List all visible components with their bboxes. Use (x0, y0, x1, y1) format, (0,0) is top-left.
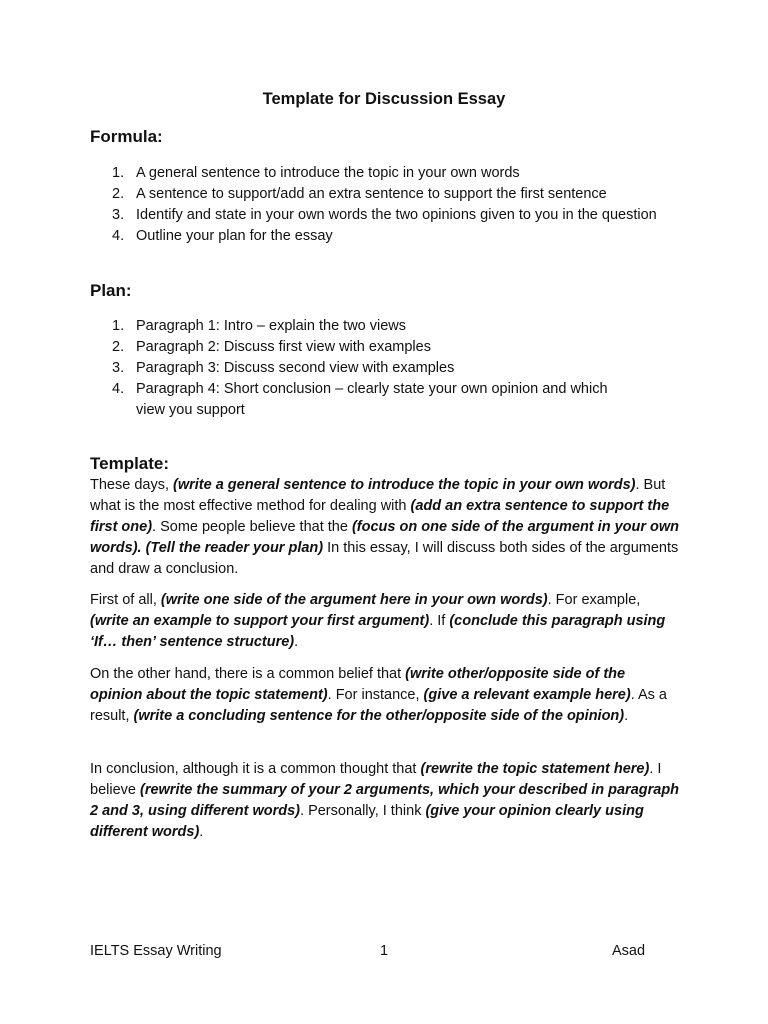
body-text: . If (429, 613, 450, 629)
template-paragraph-1 (90, 475, 680, 580)
list-item: 2. A sentence to support/add an extra sentence to support the first sentence (112, 186, 607, 202)
list-item: 3. Paragraph 3: Discuss second view with examples (112, 360, 455, 376)
plan-list (90, 316, 635, 421)
template-paragraph-3 (90, 664, 680, 727)
list-item: 2. Paragraph 2: Discuss first view with examples (112, 339, 431, 355)
footer-left-text: IELTS Essay Writing (90, 943, 222, 959)
page-number: 1 (380, 943, 389, 959)
list-item: 3. Identify and state in your own words the two opinions given to you in the question (112, 207, 657, 223)
instruction-text: (write an example to support your first argument) (90, 613, 430, 629)
body-text: . Some people believe that the (152, 519, 352, 535)
plan-heading: Plan: (90, 281, 132, 300)
instruction-text: (write a general sentence to introduce the topic in your own words) (173, 477, 636, 493)
instruction-text: (rewrite the topic statement here) (420, 761, 650, 777)
body-text: . Personally, I think (300, 803, 426, 819)
instruction-text: (write one side of the argument here in your own words) (160, 592, 548, 608)
body-text: . For example, (547, 592, 641, 608)
instruction-text: (rewrite the summary of your 2 arguments, which your described in paragraph 2 and 3, using different words) (90, 782, 680, 819)
body-text: . (294, 634, 299, 650)
instruction-text: (write other/opposite side of the opinion about the topic statement) (90, 666, 626, 703)
list-item: 1. A general sentence to introduce the topic in your own words (112, 165, 520, 181)
list-item: 1. Paragraph 1: Intro – explain the two views (112, 318, 407, 334)
body-text: In conclusion, although it is a common thought that (90, 761, 421, 777)
list-item: 4. Outline your plan for the essay (112, 228, 333, 244)
instruction-text: (give your opinion clearly using different words) (90, 803, 644, 840)
body-text: . I believe (90, 761, 662, 798)
body-text: . (624, 708, 629, 724)
instruction-text: (add an extra sentence to support the first one) (90, 498, 670, 535)
footer-right-text: Asad (612, 943, 646, 959)
body-text: These days, (90, 477, 174, 493)
body-text: . For instance, (327, 687, 424, 703)
list-item: 4. Paragraph 4: Short conclusion – clearly state your own opinion and which view you support (112, 381, 608, 418)
body-text: On the other hand, there is a common belief that (90, 666, 406, 682)
body-text: . As a result, (90, 687, 667, 724)
instruction-text: (conclude this paragraph using ‘If… then’ sentence structure) (90, 613, 666, 650)
formula-list (90, 163, 690, 247)
document-title: Template for Discussion Essay (262, 90, 506, 108)
body-text: First of all, (90, 592, 161, 608)
template-heading: Template: (90, 454, 170, 473)
instruction-text: (write a concluding sentence for the other/opposite side of the opinion) (133, 708, 625, 724)
body-text: . But what is the most effective method for dealing with (90, 477, 666, 514)
template-paragraph-2 (90, 590, 680, 653)
formula-heading: Formula: (90, 127, 163, 146)
instruction-text: (give a relevant example here) (423, 687, 631, 703)
instruction-text: (focus on one side of the argument in your own words). (Tell the reader your plan) (90, 519, 680, 556)
body-text: In this essay, I will discuss both sides of the arguments and draw a conclusion. (90, 540, 679, 577)
body-text: . (199, 824, 204, 840)
template-paragraph-4 (90, 759, 680, 843)
